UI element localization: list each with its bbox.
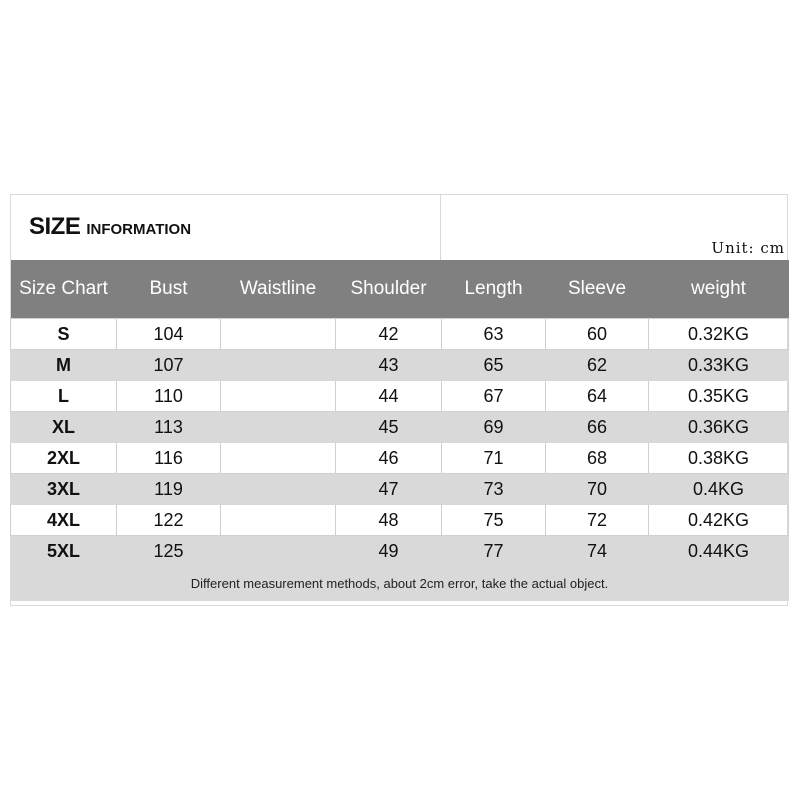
weight-cell: 0.35KG — [649, 381, 789, 412]
length-cell: 75 — [442, 505, 546, 536]
page-title — [29, 213, 191, 241]
table-row — [11, 505, 789, 536]
shoulder-cell: 48 — [336, 505, 442, 536]
shoulder-cell: 47 — [336, 474, 442, 505]
waistline-cell — [221, 350, 336, 381]
unit-label: Unit: cm — [711, 239, 785, 257]
sleeve-cell: 64 — [546, 381, 649, 412]
table-row — [11, 381, 789, 412]
column-header: weight — [649, 260, 789, 319]
weight-cell: 0.44KG — [649, 536, 789, 567]
column-header: Bust — [117, 260, 221, 319]
table-row — [11, 443, 789, 474]
size-cell: 5XL — [11, 536, 117, 567]
bust-cell: 116 — [117, 443, 221, 474]
size-cell: S — [11, 319, 117, 350]
size-cell: L — [11, 381, 117, 412]
weight-cell: 0.42KG — [649, 505, 789, 536]
length-cell: 67 — [442, 381, 546, 412]
column-header: Shoulder — [336, 260, 442, 319]
table-row — [11, 536, 789, 567]
title-sub: INFORMATION — [86, 221, 192, 238]
size-information-panel — [10, 194, 788, 606]
bust-cell: 119 — [117, 474, 221, 505]
column-header: Sleeve — [546, 260, 649, 319]
sleeve-cell: 66 — [546, 412, 649, 443]
sleeve-cell: 60 — [546, 319, 649, 350]
sleeve-cell: 72 — [546, 505, 649, 536]
bust-cell: 104 — [117, 319, 221, 350]
column-header: Size Chart — [11, 260, 117, 319]
shoulder-cell: 46 — [336, 443, 442, 474]
sleeve-cell: 74 — [546, 536, 649, 567]
length-cell: 65 — [442, 350, 546, 381]
size-cell: 3XL — [11, 474, 117, 505]
size-cell: XL — [11, 412, 117, 443]
shoulder-cell: 45 — [336, 412, 442, 443]
bust-cell: 125 — [117, 536, 221, 567]
title-main: SIZE — [29, 213, 81, 240]
weight-cell: 0.38KG — [649, 443, 789, 474]
size-table — [10, 260, 789, 601]
table-row — [11, 350, 789, 381]
table-row — [11, 474, 789, 505]
panel-header — [11, 195, 787, 260]
waistline-cell — [221, 536, 336, 567]
length-cell: 63 — [442, 319, 546, 350]
weight-cell: 0.32KG — [649, 319, 789, 350]
table-header-row — [11, 260, 789, 319]
shoulder-cell: 43 — [336, 350, 442, 381]
measurement-note: Different measurement methods, about 2cm error, take the actual object. — [11, 567, 789, 601]
waistline-cell — [221, 381, 336, 412]
title-cell — [11, 195, 441, 260]
length-cell: 77 — [442, 536, 546, 567]
shoulder-cell: 49 — [336, 536, 442, 567]
weight-cell: 0.33KG — [649, 350, 789, 381]
shoulder-cell: 44 — [336, 381, 442, 412]
waistline-cell — [221, 443, 336, 474]
weight-cell: 0.4KG — [649, 474, 789, 505]
waistline-cell — [221, 319, 336, 350]
waistline-cell — [221, 412, 336, 443]
shoulder-cell: 42 — [336, 319, 442, 350]
table-row — [11, 412, 789, 443]
sleeve-cell: 70 — [546, 474, 649, 505]
size-cell: 2XL — [11, 443, 117, 474]
size-cell: 4XL — [11, 505, 117, 536]
size-cell: M — [11, 350, 117, 381]
column-header: Waistline — [221, 260, 336, 319]
length-cell: 71 — [442, 443, 546, 474]
weight-cell: 0.36KG — [649, 412, 789, 443]
column-header: Length — [442, 260, 546, 319]
note-row — [11, 567, 789, 601]
bust-cell: 122 — [117, 505, 221, 536]
length-cell: 69 — [442, 412, 546, 443]
table-row — [11, 319, 789, 350]
bust-cell: 113 — [117, 412, 221, 443]
length-cell: 73 — [442, 474, 546, 505]
sleeve-cell: 68 — [546, 443, 649, 474]
bust-cell: 107 — [117, 350, 221, 381]
sleeve-cell: 62 — [546, 350, 649, 381]
waistline-cell — [221, 474, 336, 505]
bust-cell: 110 — [117, 381, 221, 412]
waistline-cell — [221, 505, 336, 536]
